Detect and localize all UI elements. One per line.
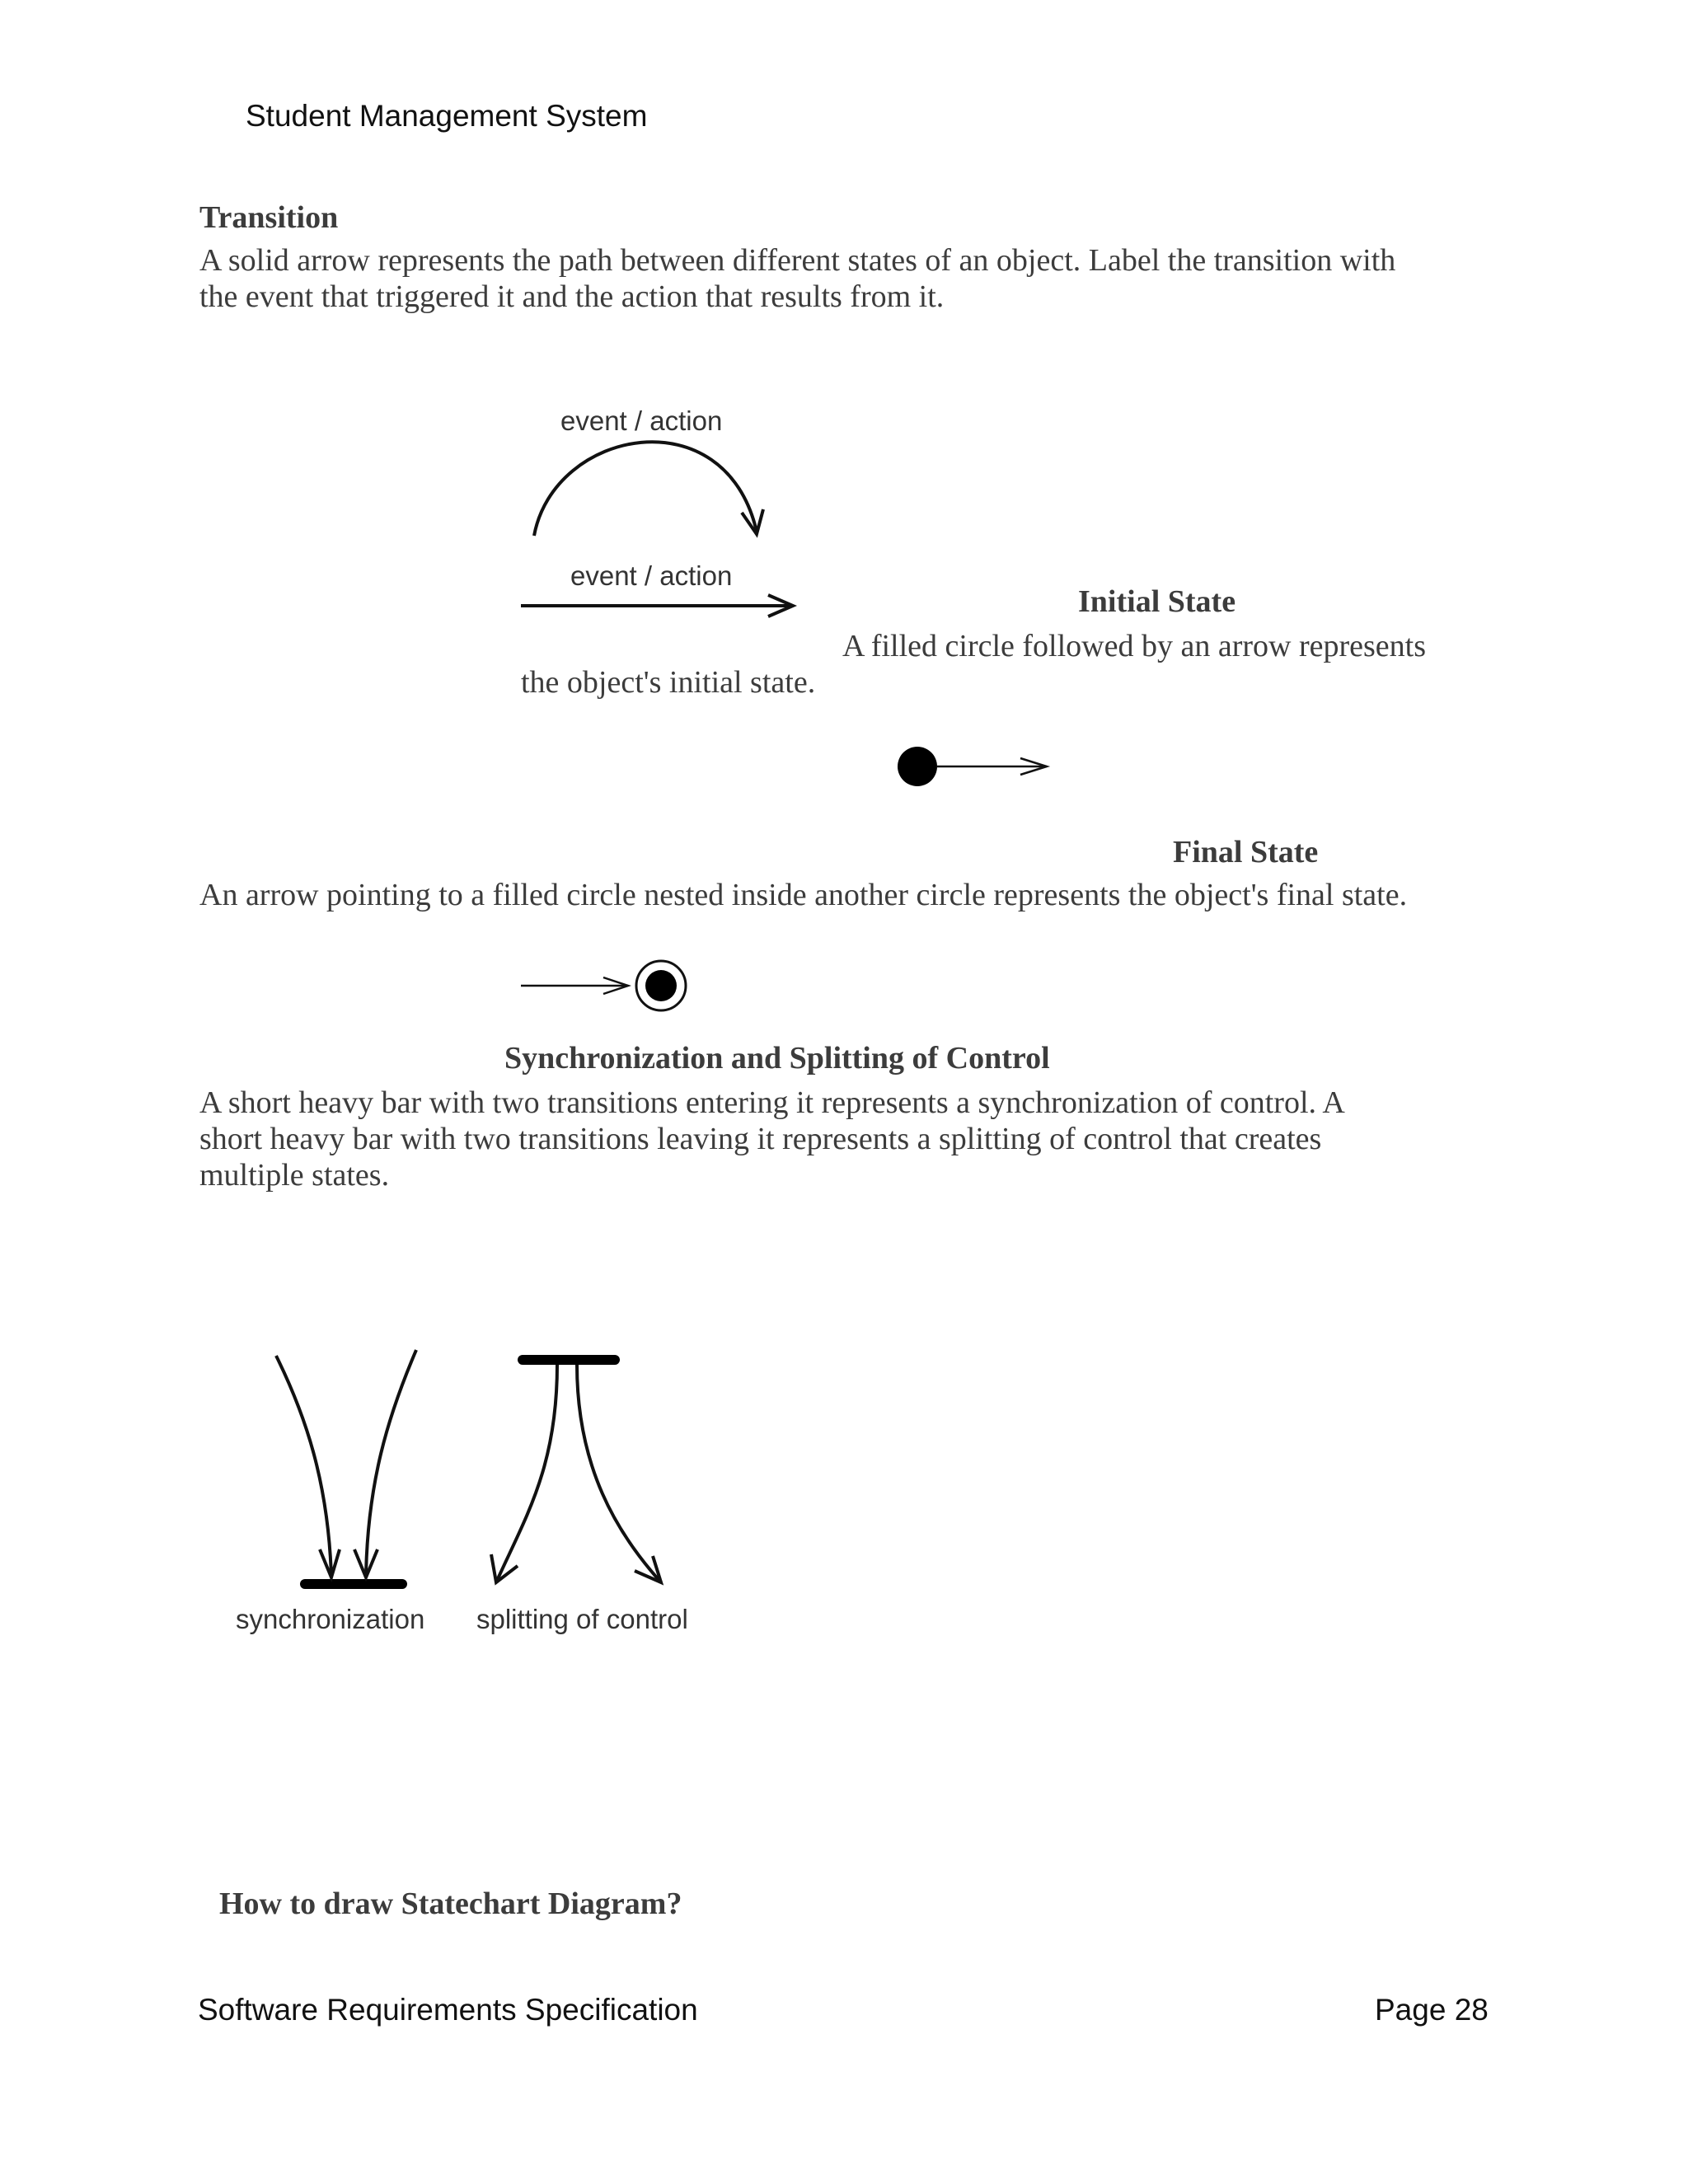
final-state-line-1: An arrow pointing to a filled circle nested inside another circle represents the object's final state. [199,878,1408,912]
synchronization-label: synchronization [236,1604,425,1634]
page-number: Page 28 [1375,1993,1489,2027]
sync-heading: Synchronization and Splitting of Control [504,1041,1050,1076]
how-to-heading: How to draw Statechart Diagram? [219,1886,682,1921]
document-header: Student Management System [246,99,648,133]
sync-line-2: short heavy bar with two transitions leaving it represents a splitting of control that creates [199,1122,1322,1156]
initial-state-line-2: the object's initial state. [521,665,816,700]
initial-state-line-1: A filled circle followed by an arrow represents [842,629,1427,663]
transition-line-1: A solid arrow represents the path between different states of an object. Label the transition with [199,243,1396,278]
transition-line-2: the event that triggered it and the action that results from it. [199,279,945,314]
initial-state-heading: Initial State [1078,584,1236,619]
transition-heading: Transition [199,200,339,235]
sync-line-3: multiple states. [199,1158,390,1193]
splitting-of-control-label: splitting of control [476,1604,688,1634]
sync-line-1: A short heavy bar with two transitions entering it represents a synchronization of control. A [199,1085,1345,1120]
transition-arc-label: event / action [560,405,723,436]
final-state-heading: Final State [1173,835,1319,869]
transition-straight-label: event / action [570,560,733,591]
footer-left: Software Requirements Specification [198,1993,698,2027]
